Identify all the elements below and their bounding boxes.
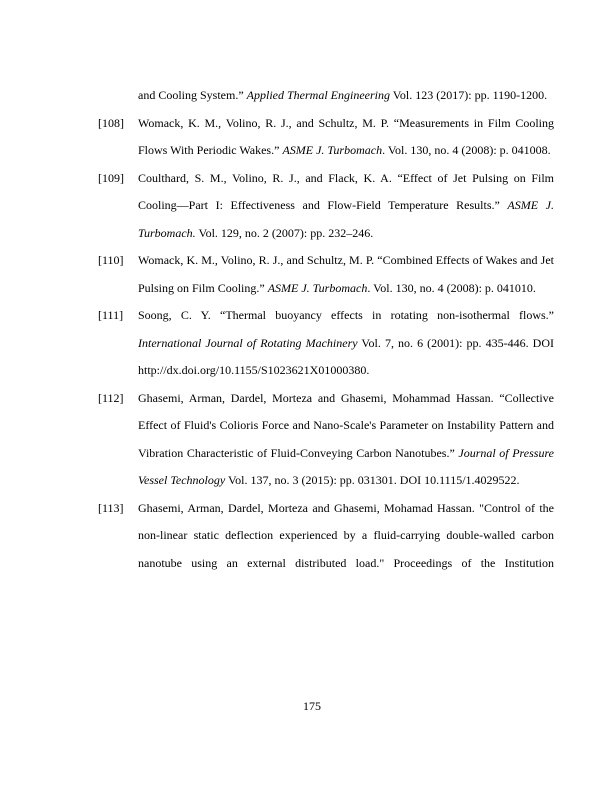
reference-entry <box>98 82 554 110</box>
ref-text-run: . Vol. 130, no. 4 (2008): p. 041008. <box>382 143 551 157</box>
ref-text-run: Womack, K. M., Volino, R. J., and Schultz, M. P. “Measurements in Film Cooling Flows With Periodic Wakes.” <box>138 115 554 157</box>
reference-number: [110] <box>98 253 124 267</box>
reference-number: [113] <box>98 500 124 515</box>
ref-text-run: Vol. 7, no. 6 (2001): pp. 435-446. DOI http://dx.doi.org/10.1155/S1023621X01000380. <box>138 335 554 377</box>
ref-text-run: Vol. 137, no. 3 (2015): pp. 031301. DOI 10.1115/1.4029522. <box>225 473 520 487</box>
ref-journal-title: ASME J. Turbomach <box>282 143 383 157</box>
ref-text-run: and Cooling System.” <box>138 88 247 102</box>
reference-entry <box>98 302 554 385</box>
reference-entry <box>98 165 554 248</box>
ref-text-run: Vol. 123 (2017): pp. 1190-1200. <box>390 88 548 102</box>
reference-body <box>138 308 554 377</box>
reference-body <box>138 501 554 570</box>
ref-text-run: Soong, C. Y. “Thermal buoyancy effects in rotating non-isothermal flows.” <box>138 308 554 322</box>
ref-text-run: Womack, K. M., Volino, R. J., and Schultz, M. P. “Combined Effects of Wakes and Jet Pulsing on Film Cooling.” <box>138 253 554 295</box>
ref-text-run: Vol. 129, no. 2 (2007): pp. 232–246. <box>195 225 374 240</box>
page-number: 175 <box>303 699 321 713</box>
ref-text-run: Ghasemi, Arman, Dardel, Morteza and Ghasemi, Mohamad Hassan. "Control of the non-linear static deflection experienced by a fluid-carrying double-walled carbon nanotube using an external distributed load." Proceedings of the Institution <box>138 500 554 570</box>
ref-journal-title: ASME J. Turbomach <box>267 280 368 295</box>
reference-number: [109] <box>98 170 124 185</box>
reference-entry <box>98 385 554 495</box>
ref-journal-title: Applied Thermal Engineering <box>246 88 390 102</box>
ref-text-run: Ghasemi, Arman, Dardel, Morteza and Ghasemi, Mohammad Hassan. “Collective Effect of Fluid's Colioris Force and Nano-Scale's Parameter on Instability Pattern and Vibration Characteristic of Fluid-Conveying Carbon Nanotubes.” <box>138 390 554 460</box>
reference-body <box>138 253 554 295</box>
ref-journal-title: Journal of Pressure Vessel Technology <box>138 445 554 487</box>
ref-text-run: . Vol. 130, no. 4 (2008): p. 041010. <box>367 280 536 295</box>
reference-body <box>138 171 554 240</box>
reference-number: [108] <box>98 115 124 130</box>
reference-number: [112] <box>98 390 124 405</box>
reference-entry <box>98 110 554 165</box>
reference-body <box>138 88 547 102</box>
references-list <box>98 82 554 577</box>
reference-entry <box>98 495 554 578</box>
ref-journal-title: International Journal of Rotating Machinery <box>138 335 358 350</box>
reference-number: [111] <box>98 308 124 322</box>
reference-entry <box>98 247 554 302</box>
ref-journal-title: ASME J. Turbomach. <box>138 198 554 240</box>
reference-body <box>138 391 554 488</box>
ref-text-run: Coulthard, S. M., Volino, R. J., and Flack, K. A. “Effect of Jet Pulsing on Film Cooling—Part I: Effectiveness and Flow-Field Temperature Results.” <box>138 170 554 212</box>
reference-body <box>138 116 554 158</box>
